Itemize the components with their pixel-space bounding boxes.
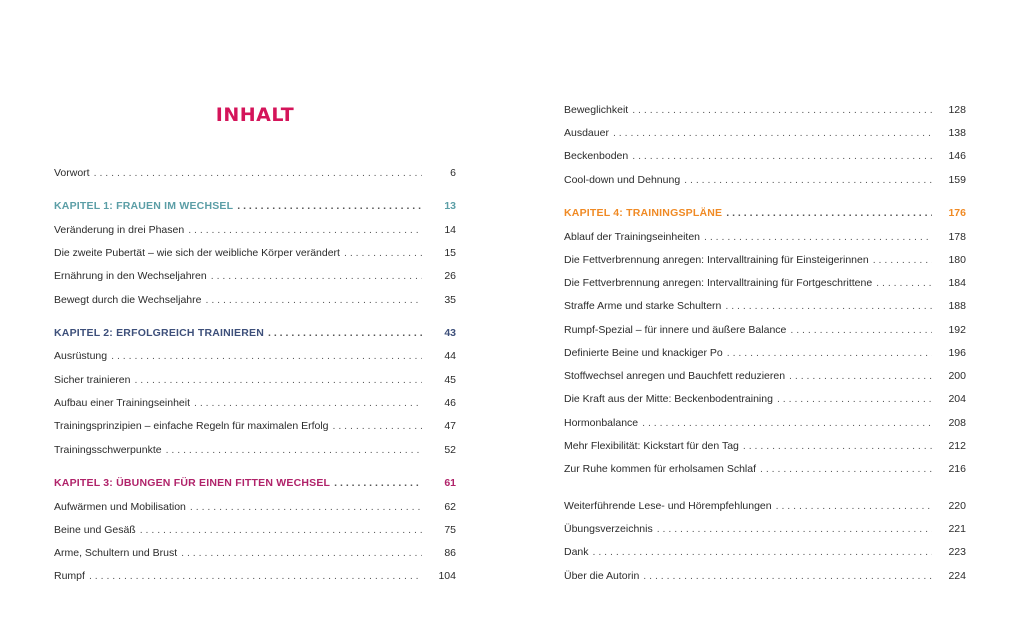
toc-entry (564, 275, 966, 291)
dot-leader (268, 325, 422, 341)
toc-page-number: 208 (948, 417, 966, 429)
dot-leader (205, 292, 422, 308)
toc-page-number: 61 (444, 477, 456, 489)
toc-entry-title: Trainingsschwerpunkte (54, 444, 162, 456)
toc-page-number: 47 (444, 420, 456, 432)
toc-entry-title: KAPITEL 1: FRAUEN IM WECHSEL (54, 200, 234, 212)
toc-entry-title: Stoffwechsel anregen und Bauchfett reduzieren (564, 370, 786, 382)
toc-entry-title: KAPITEL 2: ERFOLGREICH TRAINIEREN (54, 327, 265, 339)
dot-leader (111, 348, 422, 364)
toc-page-number: 184 (948, 277, 966, 289)
toc-page-number: 159 (948, 174, 966, 186)
toc-entry (564, 568, 966, 584)
dot-leader (188, 222, 422, 238)
dot-leader (190, 499, 422, 515)
toc-entry (54, 292, 456, 308)
dot-leader (743, 438, 932, 454)
dot-leader (194, 395, 422, 411)
toc-entry-title: Ausdauer (564, 127, 609, 139)
dot-leader (642, 415, 932, 431)
dot-leader (89, 568, 422, 584)
toc-entry (54, 545, 456, 561)
toc-page-number: 180 (948, 254, 966, 266)
toc-entry-title: Über die Autorin (564, 570, 640, 582)
dot-leader (632, 102, 932, 118)
dot-leader (704, 229, 932, 245)
dot-leader (790, 322, 932, 338)
toc-page-number: 44 (444, 350, 456, 362)
toc-entry-title: Arme, Schultern und Brust (54, 547, 178, 559)
toc-page-number: 221 (948, 523, 966, 535)
toc-chapter-entry (564, 205, 966, 221)
toc-entry-title: Straffe Arme und starke Schultern (564, 300, 722, 312)
toc-entry (54, 499, 456, 515)
toc-entry-title: Mehr Flexibilität: Kickstart für den Tag (564, 440, 739, 452)
toc-page-number: 52 (444, 444, 456, 456)
toc-entry-title: Die Fettverbrennung anregen: Intervalltraining für Einsteigerinnen (564, 254, 869, 266)
dot-leader (725, 298, 932, 314)
toc-entry (564, 498, 966, 514)
dot-leader (94, 165, 422, 181)
toc-entry (54, 418, 456, 434)
toc-entry (564, 544, 966, 560)
toc-entry (54, 165, 456, 181)
toc-entry-title: KAPITEL 3: ÜBUNGEN FÜR EINEN FITTEN WECHSEL (54, 477, 331, 489)
toc-page-number: 212 (948, 440, 966, 452)
dot-leader (333, 418, 422, 434)
dot-leader (134, 372, 422, 388)
toc-entry-title: Aufbau einer Trainingseinheit (54, 397, 191, 409)
toc-entry-title: Rumpf (54, 570, 85, 582)
toc-page-number: 13 (444, 200, 456, 212)
toc-entry-title: Vorwort (54, 167, 90, 179)
dot-leader (726, 205, 932, 221)
toc-entry-title: Dank (564, 546, 589, 558)
dot-leader (684, 172, 932, 188)
toc-entry (54, 568, 456, 584)
dot-leader (593, 544, 932, 560)
toc-entry (564, 521, 966, 537)
toc-entry-title: Die Kraft aus der Mitte: Beckenbodentraining (564, 393, 773, 405)
dot-leader (727, 345, 932, 361)
toc-entry (564, 172, 966, 188)
toc-page-number: 216 (948, 463, 966, 475)
toc-entry-title: Ablauf der Trainingseinheiten (564, 231, 701, 243)
toc-entry-title: Veränderung in drei Phasen (54, 224, 185, 236)
toc-chapter-entry (54, 475, 456, 491)
toc-entry-title: Weiterführende Lese- und Hörempfehlungen (564, 500, 772, 512)
toc-entry (54, 348, 456, 364)
toc-entry-title: Beweglichkeit (564, 104, 629, 116)
toc-entry (54, 395, 456, 411)
toc-entry (564, 415, 966, 431)
toc-entry (564, 252, 966, 268)
toc-entry (54, 372, 456, 388)
toc-entry (564, 125, 966, 141)
toc-page-number: 46 (444, 397, 456, 409)
toc-page-number: 14 (444, 224, 456, 236)
toc-entry (54, 522, 456, 538)
toc-entry (564, 322, 966, 338)
toc-page-number: 138 (948, 127, 966, 139)
toc-entry-title: Beine und Gesäß (54, 524, 136, 536)
toc-page-number: 45 (444, 374, 456, 386)
toc-entry-title: Hormonbalance (564, 417, 639, 429)
toc-entry (564, 229, 966, 245)
toc-entry-title: Trainingsprinzipien – einfache Regeln für maximalen Erfolg (54, 420, 329, 432)
dot-leader (140, 522, 422, 538)
toc-page-number: 188 (948, 300, 966, 312)
toc-page-number: 196 (948, 347, 966, 359)
toc-entry (564, 345, 966, 361)
toc-page-number: 86 (444, 547, 456, 559)
toc-entry-title: Ernährung in den Wechseljahren (54, 270, 207, 282)
toc-page-number: 192 (948, 324, 966, 336)
toc-entry-title: Definierte Beine und knackiger Po (564, 347, 723, 359)
toc-entry (564, 438, 966, 454)
toc-entry-title: Cool-down und Dehnung (564, 174, 681, 186)
toc-page-number: 224 (948, 570, 966, 582)
toc-entry-title: Sicher trainieren (54, 374, 131, 386)
toc-entry (564, 368, 966, 384)
dot-leader (237, 198, 422, 214)
toc-entry (564, 391, 966, 407)
dot-leader (211, 268, 422, 284)
dot-leader (776, 498, 932, 514)
toc-page-number: 26 (444, 270, 456, 282)
toc-entry-title: Aufwärmen und Mobilisation (54, 501, 186, 513)
toc-page-number: 104 (438, 570, 456, 582)
dot-leader (166, 442, 422, 458)
dot-leader (643, 568, 932, 584)
toc-entry (54, 222, 456, 238)
dot-leader (632, 148, 932, 164)
dot-leader (344, 245, 422, 261)
toc-title: INHALT (215, 104, 295, 126)
toc-page-number: 43 (444, 327, 456, 339)
toc-entry (564, 148, 966, 164)
toc-entry (54, 442, 456, 458)
toc-entry-title: KAPITEL 4: TRAININGSPLÄNE (564, 207, 723, 219)
dot-leader (876, 275, 932, 291)
dot-leader (760, 461, 932, 477)
toc-page-number: 15 (444, 247, 456, 259)
toc-page-number: 62 (444, 501, 456, 513)
toc-entry-title: Bewegt durch die Wechseljahre (54, 294, 202, 306)
toc-entry-title: Ausrüstung (54, 350, 108, 362)
toc-page-number: 223 (948, 546, 966, 558)
toc-entry (54, 268, 456, 284)
dot-leader (657, 521, 932, 537)
toc-page-number: 146 (948, 150, 966, 162)
dot-leader (873, 252, 932, 268)
toc-page-number: 75 (444, 524, 456, 536)
toc-page-number: 176 (948, 207, 966, 219)
toc-page-number: 35 (444, 294, 456, 306)
toc-entry (54, 245, 456, 261)
toc-page-number: 6 (450, 167, 456, 179)
toc-entry (564, 298, 966, 314)
toc-entry (564, 461, 966, 477)
toc-chapter-entry (54, 198, 456, 214)
toc-page-number: 204 (948, 393, 966, 405)
toc-page-number: 178 (948, 231, 966, 243)
dot-leader (789, 368, 932, 384)
dot-leader (613, 125, 932, 141)
toc-entry-title: Zur Ruhe kommen für erholsamen Schlaf (564, 463, 756, 475)
dot-leader (181, 545, 422, 561)
toc-entry-title: Beckenboden (564, 150, 629, 162)
toc-page-number: 220 (948, 500, 966, 512)
toc-entry-title: Rumpf-Spezial – für innere und äußere Balance (564, 324, 787, 336)
toc-page-number: 200 (948, 370, 966, 382)
dot-leader (777, 391, 932, 407)
toc-entry-title: Die zweite Pubertät – wie sich der weibliche Körper verändert (54, 247, 340, 259)
toc-entry-title: Übungsverzeichnis (564, 523, 653, 535)
toc-page-number: 128 (948, 104, 966, 116)
dot-leader (334, 475, 422, 491)
toc-entry-title: Die Fettverbrennung anregen: Intervalltraining für Fortgeschrittene (564, 277, 873, 289)
toc-chapter-entry (54, 325, 456, 341)
toc-entry (564, 102, 966, 118)
